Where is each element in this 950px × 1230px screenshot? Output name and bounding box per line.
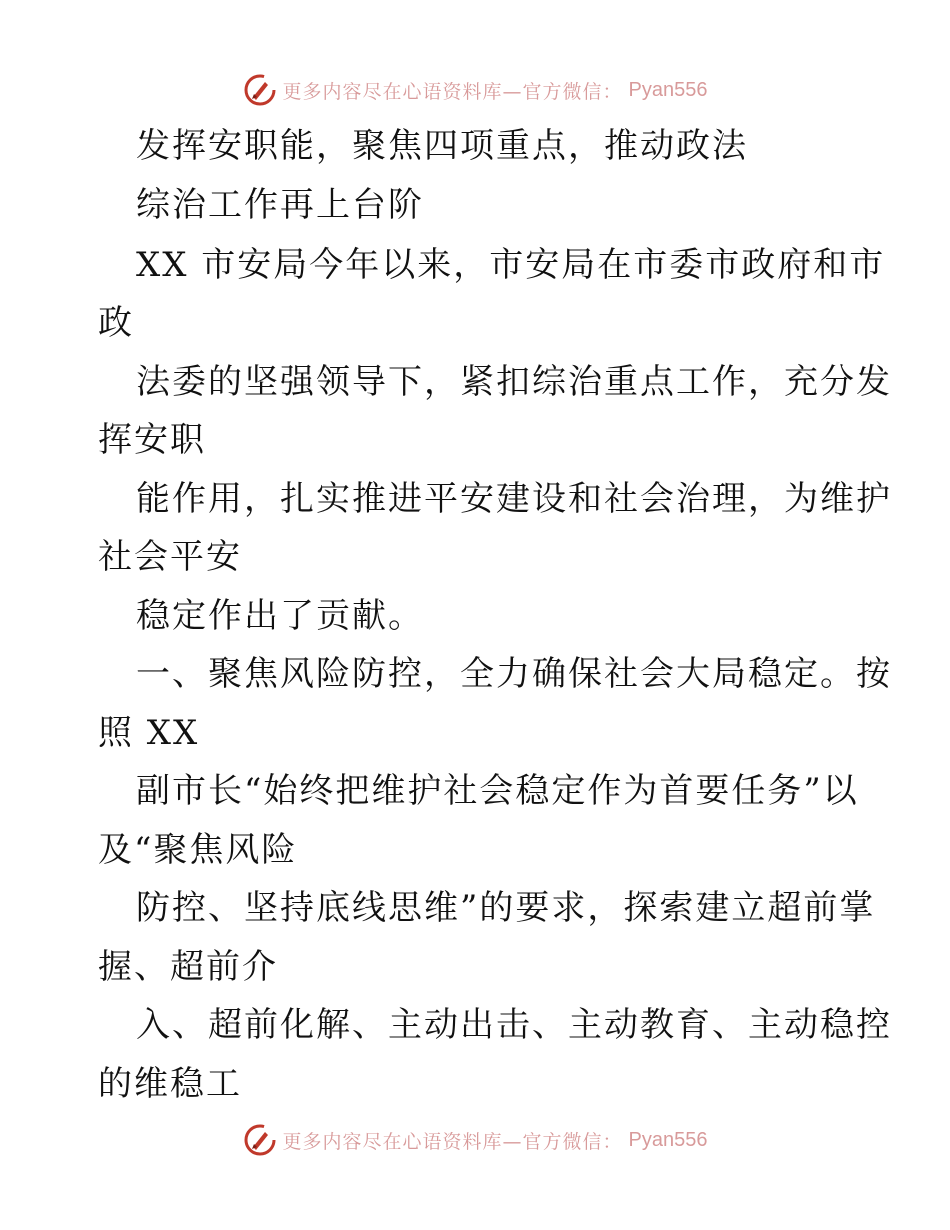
paragraph-line: 能作用，扎实推进平安建设和社会治理，为维护 xyxy=(136,479,892,519)
title-line-1: 发挥安职能，聚焦四项重点，推动政法 xyxy=(136,126,748,166)
logo-icon xyxy=(243,1123,277,1157)
paragraph-line: 挥安职 xyxy=(98,420,206,460)
watermark-wechat-id: Pyan556 xyxy=(628,1128,708,1151)
paragraph-line: 法委的坚强领导下，紧扣综治重点工作，充分发 xyxy=(136,362,892,402)
paragraph-line: 握、超前介 xyxy=(98,947,278,987)
footer-watermark xyxy=(0,1120,950,1160)
paragraph-line: 防控、坚持底线思维”的要求，探索建立超前掌 xyxy=(136,888,876,928)
watermark-text: 更多内容尽在心语资料库—官方微信： xyxy=(282,1130,623,1153)
header-watermark xyxy=(0,70,950,110)
watermark-wechat-id: Pyan556 xyxy=(628,78,708,101)
logo-icon xyxy=(243,73,277,107)
paragraph-line: 副市长“始终把维护社会稳定作为首要任务”以 xyxy=(136,771,859,811)
paragraph-line: 社会平安 xyxy=(98,537,242,577)
paragraph-line: XX 市安局今年以来，市安局在市委市政府和市 xyxy=(136,245,886,285)
paragraph-line: 稳定作出了贡献。 xyxy=(136,596,424,636)
paragraph-line: 的维稳工 xyxy=(98,1064,242,1104)
title-line-2: 综治工作再上台阶 xyxy=(136,185,424,225)
section-heading-line: 一、聚焦风险防控，全力确保社会大局稳定。按 xyxy=(136,654,892,694)
paragraph-line: 照 XX xyxy=(98,713,200,753)
watermark-text: 更多内容尽在心语资料库—官方微信： xyxy=(282,80,623,103)
paragraph-line: 入、超前化解、主动出击、主动教育、主动稳控 xyxy=(136,1005,892,1045)
paragraph-line: 政 xyxy=(98,303,134,343)
paragraph-line: 及“聚焦风险 xyxy=(98,830,298,870)
